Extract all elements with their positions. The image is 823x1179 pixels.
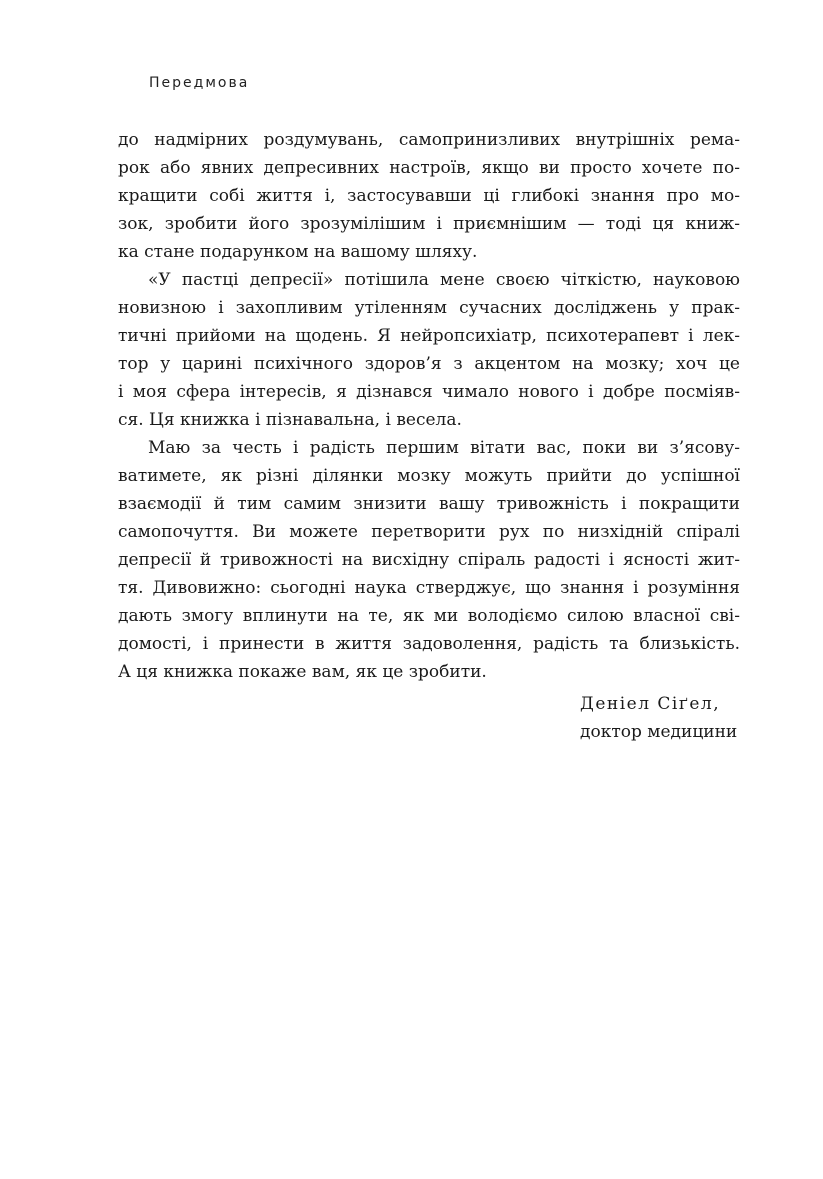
text-line: і моя сфера інтересів, я дізнався чимало нового і добре посміяв- bbox=[118, 382, 740, 402]
text-line: новизною і захопливим утіленням сучасних досліджень у прак- bbox=[118, 298, 740, 318]
running-header: Передмова bbox=[149, 75, 250, 91]
text-line: тор у царині психічного здоров’я з акцентом на мозку; хоч це bbox=[118, 354, 740, 374]
text-line: дають змогу вплинути на те, як ми володіємо силою власної сві- bbox=[118, 606, 740, 626]
body-text bbox=[118, 126, 740, 686]
text-line: «У пастці депресії» потішила мене своєю чіткістю, науковою bbox=[148, 270, 740, 290]
signature-name: Деніел Сіґел, bbox=[580, 694, 721, 714]
text-line: А ця книжка покаже вам, як це зробити. bbox=[118, 662, 487, 682]
text-line: Маю за честь і радість першим вітати вас, поки ви з’ясову- bbox=[148, 438, 740, 458]
text-line: до надмірних роздумувань, самопринизливих внутрішніх рема- bbox=[118, 130, 740, 150]
text-line: ватимете, як різні ділянки мозку можуть прийти до успішної bbox=[118, 466, 740, 486]
text-line: депресії й тривожності на висхідну спіраль радості і ясності жит- bbox=[118, 550, 740, 570]
text-line: самопочуття. Ви можете перетворити рух по низхідній спіралі bbox=[118, 522, 740, 542]
text-line: ся. Ця книжка і пізнавальна, і весела. bbox=[118, 410, 462, 430]
text-line: тичні прийоми на щодень. Я нейропсихіатр, психотерапевт і лек- bbox=[118, 326, 740, 346]
signature-title: доктор медицини bbox=[580, 722, 738, 742]
text-line: тя. Дивовижно: сьогодні наука стверджує, що знання і розуміння bbox=[118, 578, 740, 598]
text-line: рок або явних депресивних настроїв, якщо ви просто хочете по- bbox=[118, 158, 740, 178]
text-line: зок, зробити його зрозумілішим і приємнішим — тоді ця книж- bbox=[118, 214, 740, 234]
signature bbox=[580, 690, 737, 746]
text-line: взаємодії й тим самим знизити вашу тривожність і покращити bbox=[118, 494, 740, 514]
text-line: ка стане подарунком на вашому шляху. bbox=[118, 242, 478, 262]
text-line: домості, і принести в життя задоволення, радість та близькість. bbox=[118, 634, 740, 654]
text-line: кращити собі життя і, застосувавши ці глибокі знання про мо- bbox=[118, 186, 740, 206]
